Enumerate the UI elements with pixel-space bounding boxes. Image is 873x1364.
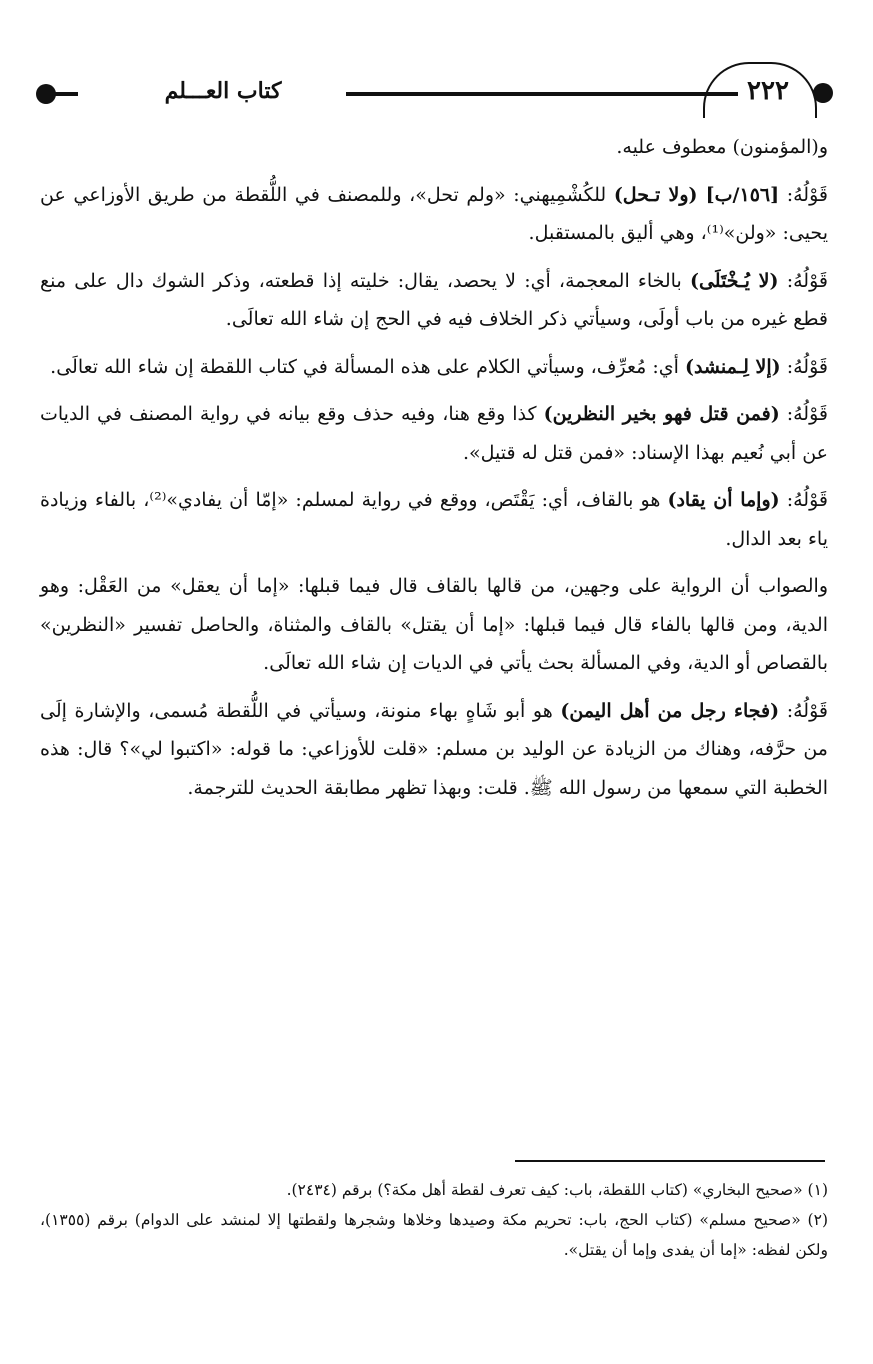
paragraph-lemma: [١٥٦/ب] (ولا تـحل) <box>613 183 780 206</box>
paragraph <box>40 348 828 387</box>
paragraph-text: للكُشْمِيهني: «ولم تحل»، وللمصنف في اللُّقطة من طريق الأوزاعي عن يحيى: «ولن»⁽¹⁾، وهي أليق بالمستقبل. <box>40 183 828 244</box>
paragraph-text: والصواب أن الرواية على وجهين، من قالها بالقاف قال فيما قبلها: «إما أن يعقل» من العَقْل: وهو الدية، ومن قالها بالفاء قال فيما قبلها: «إما أن يقتل» بالقاف والمثناة، والحاصل تفسير «النظرين» بالقصاص أو الدية، وفي المسألة بحث يأتي في الديات إن شاء الله تعالَى. <box>40 575 828 674</box>
page-number: ٢٢٢ <box>747 76 789 106</box>
main-text <box>40 128 828 816</box>
paragraph-lemma: (إلا لِـمنشد) <box>684 355 781 378</box>
paragraph-prefix: قَوْلُهُ: <box>779 403 828 425</box>
paragraph-lemma: (فجاء رجل من أهل اليمن) <box>560 699 780 722</box>
footnotes <box>40 1175 828 1265</box>
paragraph-text: أي: مُعرِّف، وسيأتي الكلام على هذه المسألة في كتاب اللقطة إن شاء الله تعالَى. <box>50 355 685 378</box>
paragraph-text: و(المؤمنون) معطوف عليه. <box>616 136 828 158</box>
paragraph <box>40 692 828 808</box>
paragraph-prefix: قَوْلُهُ: <box>780 355 828 378</box>
paragraph-text: هو أبو شَاهٍ بهاء منونة، وسيأتي في اللُّقطة مُسمى، والإشارة إلَى من حرَّفه، وهناك من الزيادة عن الوليد بن مسلم: «قلت للأوزاعي: ما قوله: «اكتبوا لي»؟ قال: هذه الخطبة التي سمعها من رسول الله ﷺ. قلت: وبهذا تظهر مطابقة الحديث للترجمة. <box>40 699 828 799</box>
paragraph-prefix: قَوْلُهُ: <box>779 489 828 511</box>
header-rule <box>346 92 738 96</box>
paragraph <box>40 128 828 167</box>
paragraph <box>40 262 828 339</box>
running-title: كتاب العـــلم <box>164 78 282 104</box>
paragraph-prefix: قَوْلُهُ: <box>778 269 828 292</box>
paragraph <box>40 176 828 253</box>
paragraph-text: بالخاء المعجمة، أي: لا يحصد، يقال: خليته إذا قطعته، وذكر الشوك دال على منع قطع غيره من باب أولَى، وسيأتي ذكر الخلاف فيه في الحج إن شاء الله تعالَى. <box>40 269 828 330</box>
header-ornament-tail <box>52 92 78 96</box>
paragraph-lemma: (وإما أن يقاد) <box>667 489 780 511</box>
page-header <box>28 58 828 128</box>
paragraph-text: هو بالقاف، أي: يَقْتَص، ووقع في رواية لمسلم: «إمّا أن يفادي»⁽²⁾، بالفاء وزيادة ياء بعد الدال. <box>40 489 828 550</box>
paragraph-lemma: (فمن قتل فهو بخير النظرين) <box>543 403 780 425</box>
footnote: (١) «صحيح البخاري» (كتاب اللقطة، باب: كيف تعرف لقطة أهل مكة؟) برقم (٢٤٣٤). <box>286 1181 828 1199</box>
paragraph <box>40 481 828 558</box>
paragraph-prefix: قَوْلُهُ: <box>779 183 828 206</box>
paragraph-text: كذا وقع هنا، وفيه حذف وقع بيانه في رواية المصنف في الديات عن أبي نُعيم بهذا الإسناد: «فمن قتل له قتيل». <box>40 403 828 464</box>
header-dot-right-ornament <box>813 83 833 103</box>
paragraph <box>40 395 828 472</box>
paragraph <box>40 567 828 683</box>
paragraph-prefix: قَوْلُهُ: <box>779 699 828 722</box>
footnote-separator <box>515 1160 825 1162</box>
paragraph-lemma: (لا يُـخْتَلَى) <box>689 269 779 292</box>
footnote: (٢) «صحيح مسلم» (كتاب الحج، باب: تحريم مكة وصيدها وخلاها وشجرها ولقطتها إلا لمنشد على الدوام) برقم (١٣٥٥)، ولكن لفظه: «إما أن يفدى وإما أن يقتل». <box>40 1211 828 1259</box>
